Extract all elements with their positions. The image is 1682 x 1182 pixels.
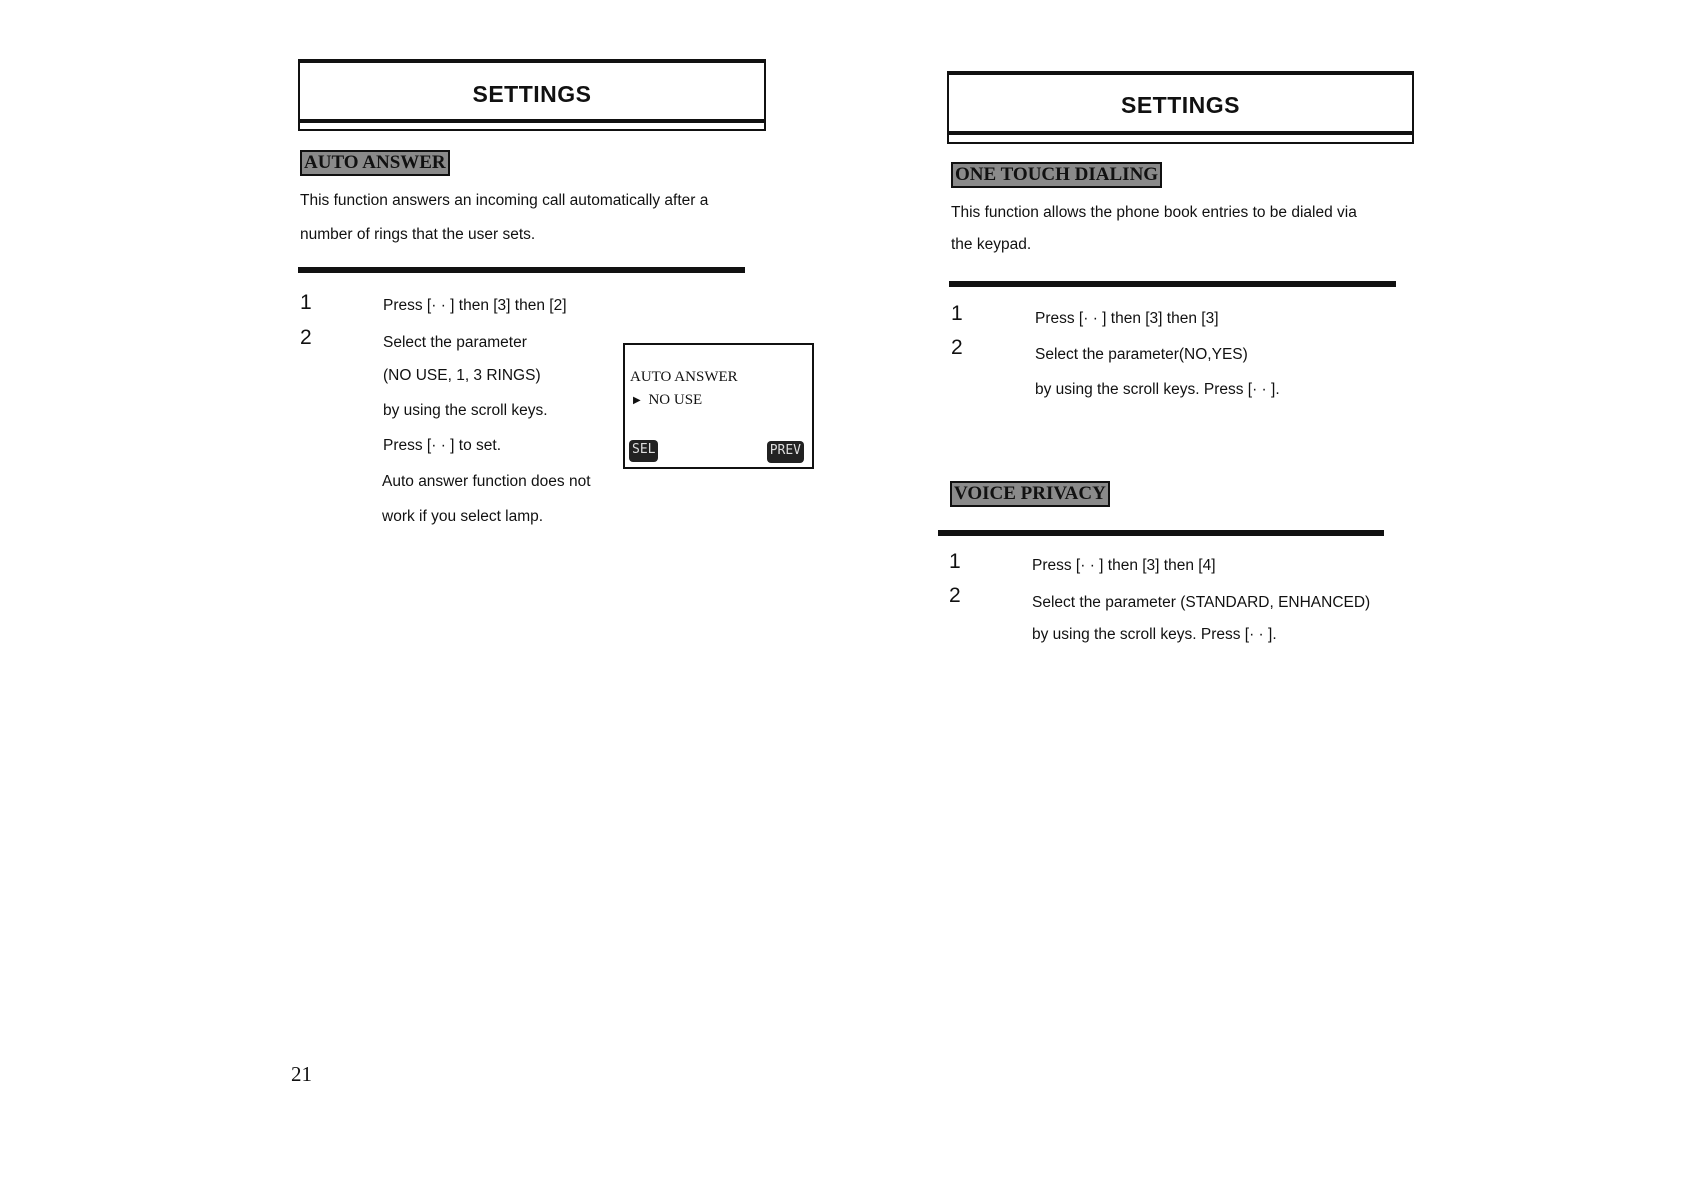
right-s1-step2-line2: by using the scroll keys. Press [· · ]. [1035,381,1280,398]
left-step1-number: 1 [300,291,312,314]
lcd-option-row [633,392,702,409]
right-s2-step2-line2: by using the scroll keys. Press [· · ]. [1032,626,1277,643]
right-s2-step2-line1: Select the parameter (STANDARD, ENHANCED) [1032,594,1371,611]
left-step2-number: 2 [300,326,312,349]
left-intro-line1: This function answers an incoming call automatically after a [300,192,709,209]
right-s1-step1-number: 1 [951,302,963,325]
section-tag-auto-answer: AUTO ANSWER [300,150,450,176]
right-divider-1 [949,281,1396,287]
left-header-box [298,59,766,131]
section-tag-one-touch-dialing: ONE TOUCH DIALING [951,162,1162,188]
right-intro-line2: the keypad. [951,236,1032,253]
lcd-option: NO USE [648,392,703,408]
right-s1-step1-text: Press [· · ] then [3] then [3] [1035,310,1219,327]
right-header-title: SETTINGS [1120,92,1240,118]
lcd-softkey-prev: PREV [767,441,804,463]
left-note-line2: work if you select lamp. [382,508,544,525]
right-s1-step2-line1: Select the parameter(NO,YES) [1035,346,1248,363]
left-step2-line4: Press [· · ] to set. [383,437,501,454]
triangle-pointer-icon: ▶ [633,395,641,407]
right-s2-step2-number: 2 [949,584,961,607]
lcd-title: AUTO ANSWER [630,369,738,385]
right-intro-line1: This function allows the phone book entries to be dialed via [951,204,1357,221]
lcd-display [623,343,814,469]
left-step1-text: Press [· · ] then [3] then [2] [383,297,567,314]
right-s1-step2-number: 2 [951,336,963,359]
left-intro-line2: number of rings that the user sets. [300,226,536,243]
left-step2-line3: by using the scroll keys. [383,402,548,419]
right-header-box [947,71,1414,144]
left-step2-line2: (NO USE, 1, 3 RINGS) [383,367,541,384]
left-step2-line1: Select the parameter [383,334,527,351]
left-header-title: SETTINGS [472,81,592,107]
page-number: 21 [291,1062,312,1086]
left-divider [298,267,745,273]
left-note-line1: Auto answer function does not [382,473,591,490]
right-s2-step1-text: Press [· · ] then [3] then [4] [1032,557,1216,574]
right-s2-step1-number: 1 [949,550,961,573]
section-tag-voice-privacy: VOICE PRIVACY [950,481,1110,507]
right-divider-2 [938,530,1384,536]
lcd-softkey-sel: SEL [629,440,658,462]
